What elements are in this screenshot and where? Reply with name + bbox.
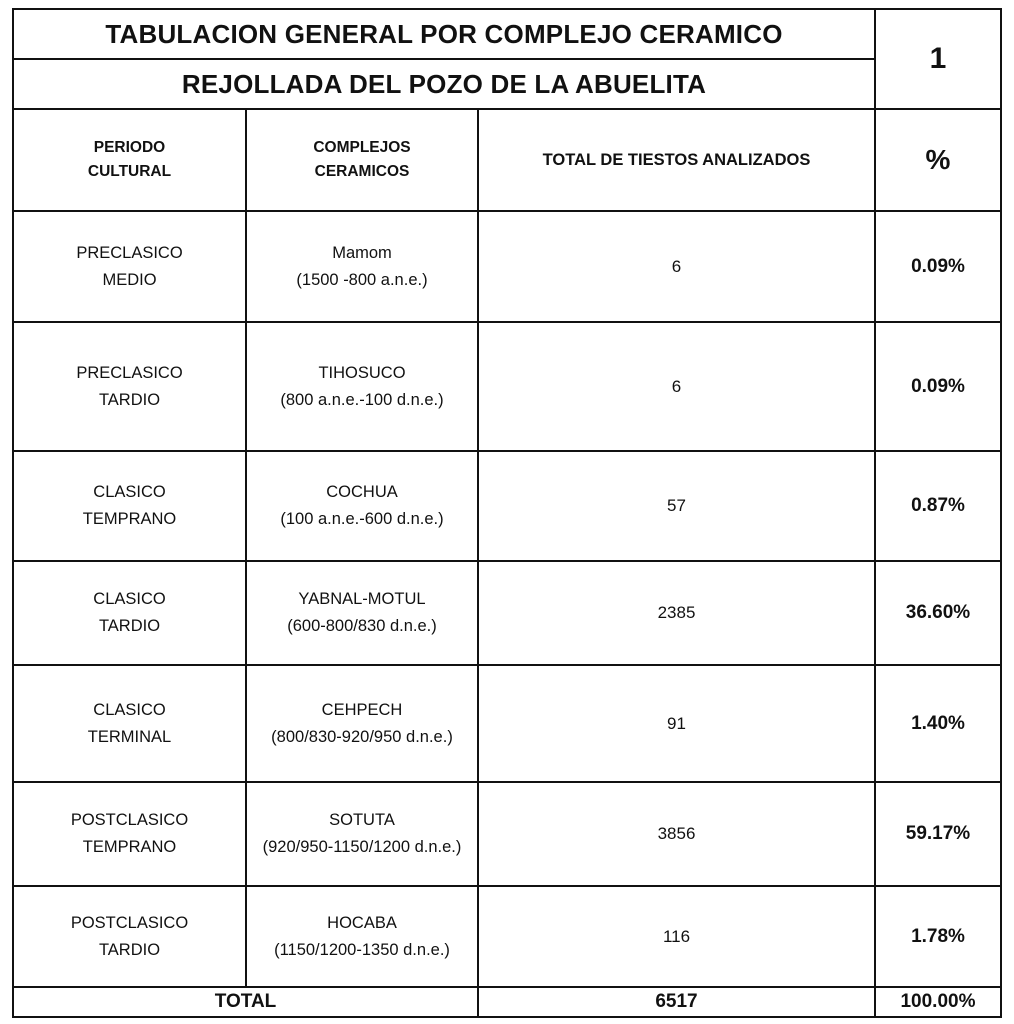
period-line1: CLASICO <box>93 590 166 608</box>
period-line1: PRECLASICO <box>76 243 183 262</box>
header-complejos-line2: CERAMICOS <box>314 163 410 180</box>
row-percent: 59.17% <box>874 781 1002 887</box>
complex-name: HOCABA <box>327 913 397 932</box>
period-cell <box>12 210 247 323</box>
table-subtitle: REJOLLADA DEL POZO DE LA ABUELITA <box>12 58 876 110</box>
table-number: 1 <box>874 8 1002 110</box>
complex-name: SOTUTA <box>329 811 395 829</box>
period-line2: TARDIO <box>98 940 161 959</box>
complex-name: YABNAL-MOTUL <box>298 590 426 608</box>
complex-cell <box>245 781 479 887</box>
period-cell <box>12 885 247 988</box>
sherd-count: 57 <box>477 450 876 562</box>
sherd-count: 6 <box>477 210 876 323</box>
row-percent: 36.60% <box>874 560 1002 666</box>
period-line1: POSTCLASICO <box>70 811 189 829</box>
period-line1: CLASICO <box>93 483 166 501</box>
period-cell <box>12 664 247 783</box>
complex-dates: (1150/1200-1350 d.n.e.) <box>274 940 450 959</box>
ceramic-tabulation-table <box>12 8 1002 1018</box>
complex-dates: (800 a.n.e.-100 d.n.e.) <box>280 390 444 409</box>
complex-cell <box>245 210 479 323</box>
complex-name: TIHOSUCO <box>318 363 406 382</box>
period-cell <box>12 450 247 562</box>
complex-cell <box>245 450 479 562</box>
total-percent: 100.00% <box>874 986 1002 1018</box>
sherd-count: 3856 <box>477 781 876 887</box>
complex-dates: (920/950-1150/1200 d.n.e.) <box>262 838 462 856</box>
complex-name: Mamom <box>332 243 392 262</box>
row-percent: 0.09% <box>874 321 1002 452</box>
complex-cell <box>245 560 479 666</box>
complex-cell <box>245 885 479 988</box>
table-title: TABULACION GENERAL POR COMPLEJO CERAMICO <box>12 8 876 60</box>
header-periodo-line1: PERIODO <box>93 139 166 156</box>
header-periodo-cultural <box>12 108 247 212</box>
header-complejos-ceramicos <box>245 108 479 212</box>
total-label: TOTAL <box>12 986 479 1018</box>
period-line2: TARDIO <box>98 617 161 635</box>
row-percent: 1.78% <box>874 885 1002 988</box>
header-complejos-line1: COMPLEJOS <box>313 139 411 156</box>
complex-cell <box>245 664 479 783</box>
period-line2: TEMPRANO <box>82 838 177 856</box>
sherd-count: 6 <box>477 321 876 452</box>
total-count: 6517 <box>477 986 876 1018</box>
complex-dates: (600-800/830 d.n.e.) <box>287 617 437 635</box>
row-percent: 1.40% <box>874 664 1002 783</box>
header-percent: % <box>874 108 1002 212</box>
complex-dates: (100 a.n.e.-600 d.n.e.) <box>280 510 444 528</box>
complex-name: CEHPECH <box>321 700 403 719</box>
header-periodo-line2: CULTURAL <box>87 163 172 180</box>
period-line1: PRECLASICO <box>76 363 183 382</box>
complex-dates: (800/830-920/950 d.n.e.) <box>271 727 453 746</box>
period-line2: TEMPRANO <box>82 510 177 528</box>
sherd-count: 91 <box>477 664 876 783</box>
sherd-count: 116 <box>477 885 876 988</box>
complex-cell <box>245 321 479 452</box>
period-line1: POSTCLASICO <box>70 913 189 932</box>
header-total-label: TOTAL DE TIESTOS ANALIZADOS <box>542 151 811 169</box>
period-cell <box>12 781 247 887</box>
period-cell <box>12 321 247 452</box>
row-percent: 0.87% <box>874 450 1002 562</box>
row-percent: 0.09% <box>874 210 1002 323</box>
header-total-tiestos <box>477 108 876 212</box>
period-line2: TARDIO <box>98 390 161 409</box>
sherd-count: 2385 <box>477 560 876 666</box>
period-line1: CLASICO <box>93 700 166 719</box>
period-line2: MEDIO <box>102 270 157 289</box>
complex-name: COCHUA <box>326 483 398 501</box>
complex-dates: (1500 -800 a.n.e.) <box>296 270 428 289</box>
period-cell <box>12 560 247 666</box>
period-line2: TERMINAL <box>87 727 172 746</box>
